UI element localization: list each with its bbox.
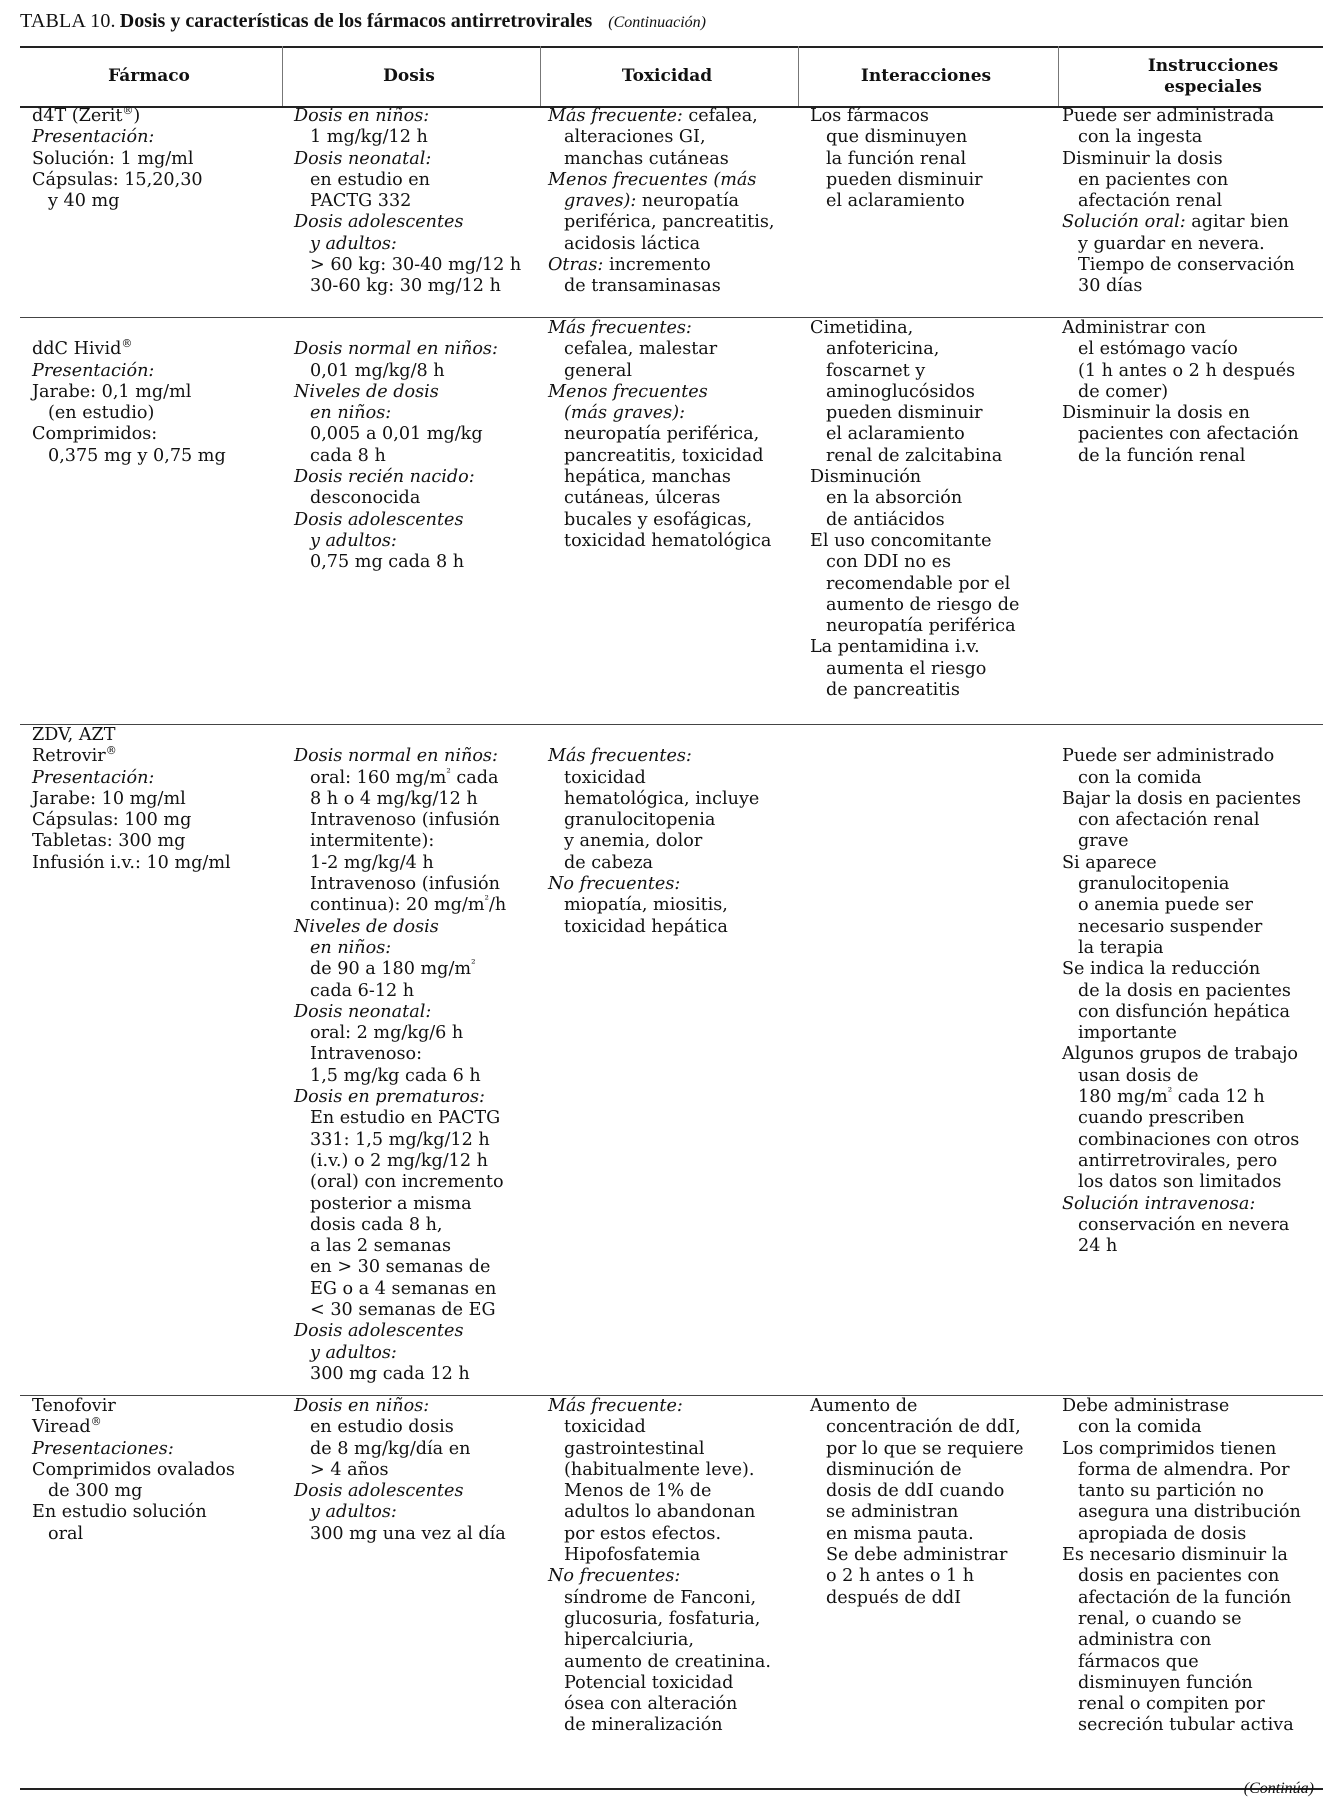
cell-line: el aclaramiento [826,191,965,212]
cell-line: ddC Hivid® [32,337,133,360]
cell-line: Disminuir la dosis en [1062,403,1250,424]
cell-line [548,725,759,746]
cell-line: foscarnet y [826,360,926,381]
cell-line: oral: 2 mg/kg/6 h [310,1023,464,1044]
cell-line: con la comida [1078,1417,1202,1438]
cell-line: Dosis neonatal: [294,148,432,169]
cell-toxicidad [548,106,774,298]
cell-line: Tenofovir [32,1396,116,1416]
cell-line: apropiada de dosis [1078,1523,1247,1544]
cell-line: Hipofosfatemia [564,1545,701,1566]
cell-instrucciones [1062,725,1301,1257]
cell-line: dosis de ddI cuando [826,1481,1005,1502]
cell-dosis [294,318,498,574]
cell-line: de pancreatitis [826,680,960,701]
italic-lead: Más frecuente: [548,106,683,126]
cell-line: de 8 mg/kg/día en [310,1438,471,1459]
cell-line: Tiempo de conservación [1078,255,1295,276]
cell-line: de antiácidos [826,509,945,530]
cell-toxicidad [548,725,759,938]
cell-line: acidosis láctica [564,233,701,254]
cell-line: Dosis normal en niños: [294,339,498,360]
cell-line: de mineralización [564,1715,723,1736]
cell-line: con disfunción hepática [1078,1001,1290,1022]
cell-line: cuando prescriben [1078,1108,1245,1129]
cell-line: de transaminasas [564,276,721,297]
cell-line: Presentación: [32,360,155,381]
cell-line: de cabeza [564,852,654,873]
cell-line: antirretrovirales, pero [1078,1150,1278,1171]
cell-line: Es necesario disminuir la [1062,1545,1288,1566]
cell-line: Solución: 1 mg/ml [32,148,194,169]
line-rest: neuropatía [636,191,739,212]
cell-line: anfotericina, [826,339,940,360]
cell-line [548,191,774,212]
cell-line: general [564,360,632,381]
cell-line: disminuyen función [1078,1672,1253,1693]
cell-line: en pacientes con [1078,169,1229,190]
cell-line: oral [48,1523,84,1544]
cell-farmaco [32,1396,235,1545]
cell-line: (i.v.) o 2 mg/kg/12 h [310,1150,488,1171]
cell-line: cutáneas, úlceras [564,488,721,509]
cell-line [1062,212,1295,233]
cell-line: Dosis adolescentes [294,212,464,233]
cell-line [294,318,498,339]
cell-line: 1 mg/kg/12 h [310,127,428,148]
cell-line: Menos de 1% de [564,1481,712,1502]
cell-line: necesario suspender [1078,916,1263,937]
cell-line: posterior a misma [310,1193,472,1214]
cell-farmaco [32,106,203,212]
cell-line: Dosis normal en niños: [294,746,498,767]
table-number: TABLA 10. [20,10,116,32]
cell-line: (en estudio) [48,403,155,424]
cell-line: manchas cutáneas [564,148,729,169]
cell-line: en niños: [310,937,392,958]
cell-line: y adultos: [310,530,397,551]
cell-farmaco [32,318,226,467]
table-title [20,10,706,33]
cell-line: Intravenoso (infusión [310,874,500,895]
cell-line: cada 8 h [310,445,386,466]
cell-line: hematológica, incluye [564,788,760,809]
cell-line: pancreatitis, toxicidad [564,445,764,466]
cell-line: Intravenoso (infusión [310,810,500,831]
cell-line: o anemia puede ser [1078,895,1253,916]
cell-line: Cápsulas: 100 mg [32,810,192,831]
cell-instrucciones [1062,106,1295,298]
cell-line: 8 h o 4 mg/kg/12 h [310,788,478,809]
cell-line: Puede ser administrada [1062,106,1275,126]
cell-line: (más graves): [564,403,685,424]
cell-line [294,725,506,746]
cell-line: de 90 a 180 $mg/m^{^2}$ [310,957,476,980]
cell-line: gastrointestinal [564,1438,705,1459]
cell-line: en > 30 semanas de [310,1257,491,1278]
cell-line: Niveles de dosis [294,381,439,402]
cell-dosis [294,1396,506,1545]
cell-line: En estudio en PACTG [310,1108,501,1129]
cell-line: Presentación: [32,127,155,148]
cell-line: Más frecuentes: [548,746,692,767]
cell-line: EG o a 4 semanas en [310,1278,497,1299]
cell-line: > 4 años [310,1459,389,1480]
cell-line: miopatía, miositis, [564,895,728,916]
cell-line: y adultos: [310,1502,397,1523]
cell-line: 0,005 a 0,01 mg/kg [310,424,483,445]
cell-line: cefalea, malestar [564,339,718,360]
cell-line: PACTG 332 [310,191,412,212]
cell-instrucciones [1062,1396,1301,1737]
cell-farmaco [32,725,231,874]
cell-line: aumenta el riesgo [826,658,987,679]
cell-line: síndrome de Fanconi, [564,1587,757,1608]
cell-line [548,106,774,127]
header-divider [1058,46,1059,106]
cell-line: recomendable por el [826,573,1011,594]
cell-line: ósea con alteración [564,1694,738,1715]
cell-line: Cimetidina, [810,318,914,338]
cell-line: a las 2 semanas [310,1236,452,1257]
cell-line: renal o compiten por [1078,1694,1265,1715]
cell-line: pueden disminuir [826,169,983,190]
cell-line: 331: 1,5 mg/kg/12 h [310,1129,490,1150]
cell-line: Se indica la reducción [1062,959,1261,980]
cell-interacciones [810,1396,1024,1609]
cell-line: forma de almendra. Por [1078,1459,1290,1480]
cell-line: en la absorción [826,488,963,509]
cell-line: Viread® [32,1415,102,1438]
cell-line: afectación de la función [1078,1587,1292,1608]
cell-line: Jarabe: 0,1 mg/ml [32,381,192,402]
cell-line: usan dosis de [1078,1065,1199,1086]
cell-line: conservación en nevera [1078,1214,1290,1235]
cell-line: fármacos que [1078,1651,1199,1672]
cell-line: y adultos: [310,233,397,254]
cell-line: intermitente): [310,831,435,852]
cell-line: por estos efectos. [564,1523,722,1544]
cell-line: de la función renal [1078,445,1246,466]
cell-line: ZDV, AZT [32,725,116,745]
cell-line: 30-60 kg: 30 mg/12 h [310,276,501,297]
cell-line: Tabletas: 300 mg [32,831,186,852]
cell-line: Menos frecuentes [548,381,708,402]
cell-line: toxicidad [564,767,646,788]
cell-line: los datos son limitados [1078,1172,1282,1193]
cell-line: el estómago vacío [1078,339,1238,360]
cell-line: (oral) con incremento [310,1172,504,1193]
cell-line: Menos frecuentes (más [548,169,757,190]
cell-line: aumento de creatinina. [564,1651,772,1672]
cell-line: granulocitopenia [564,810,716,831]
cell-dosis [294,106,521,298]
italic-lead: Solución oral: [1062,212,1186,233]
cell-line: periférica, pancreatitis, [564,212,775,233]
cell-line: (habitualmente leve). [564,1459,755,1480]
cell-line: Solución intravenosa: [1062,1193,1256,1214]
line-rest: incremento [603,255,711,276]
cell-line: secreción tubular activa [1078,1715,1294,1736]
cell-line: en niños: [310,403,392,424]
cell-line: pueden disminuir [826,403,983,424]
cell-line: o 2 h antes o 1 h [826,1566,975,1587]
cell-dosis [294,725,506,1385]
cell-line: Puede ser administrado [1062,746,1275,767]
cell-line: Dosis en niños: [294,106,430,126]
cell-line: de la dosis en pacientes [1078,980,1291,1001]
cell-line: grave [1078,831,1129,852]
cell-line [32,318,226,339]
cell-line: granulocitopenia [1078,874,1230,895]
cell-line: de 300 mg [48,1481,143,1502]
cell-line: hipercalciuria, [564,1630,694,1651]
cell-line: en misma pauta. [826,1523,974,1544]
line-rest: cefalea, [682,106,758,126]
cell-line: con afectación renal [1078,810,1260,831]
cell-line: oral: 160 $mg/m^{^2}$ cada [310,765,499,788]
column-header-farmaco: Fármaco [108,66,190,86]
cell-line: Cápsulas: 15,20,30 [32,169,203,190]
cell-line: de comer) [1078,381,1169,402]
cell-line: concentración de ddI, [826,1417,1021,1438]
cell-line: dosis en pacientes con [1078,1566,1280,1587]
column-header-toxicidad: Toxicidad [621,66,713,86]
cell-line: 1,5 mg/kg cada 6 h [310,1065,481,1086]
cell-interacciones [810,106,983,212]
cell-line: d4T (Zerit®) [32,104,141,126]
cell-line: Dosis adolescentes [294,509,464,530]
cell-line: y 40 mg [48,191,120,212]
cell-line: Algunos grupos de trabajo [1062,1044,1298,1065]
cell-line: La pentamidina i.v. [810,637,980,658]
cell-line: administra con [1078,1630,1212,1651]
cell-line: > 60 kg: 30-40 mg/12 h [310,255,522,276]
cell-line: 30 días [1078,276,1143,297]
column-header-instrucciones: Instrucciones especiales [1147,56,1279,97]
cell-line: desconocida [310,488,421,509]
cell-line: neuropatía periférica, [564,424,760,445]
cell-line: 300 mg una vez al día [310,1523,506,1544]
cell-line: Más frecuente: [548,1396,683,1416]
cell-line: toxicidad hepática [564,916,728,937]
cell-line: aminoglucósidos [826,381,975,402]
cell-line: Retrovir® [32,744,117,767]
cell-line: Administrar con [1062,318,1207,338]
cell-line: (1 h antes o 2 h después [1078,360,1296,381]
cell-line: el aclaramiento [826,424,965,445]
cell-line [1062,725,1301,746]
cell-line: Infusión i.v.: 10 mg/ml [32,852,231,873]
cell-line: Si aparece [1062,852,1157,873]
cell-line: 0,75 mg cada 8 h [310,552,465,573]
cell-line: 24 h [1078,1236,1118,1257]
cell-line: Dosis neonatal: [294,1001,432,1022]
italic-lead: Otras: [548,255,604,276]
cell-line: continua): 20 $mg/m^{^2}/h$ [310,893,507,916]
cell-line: se administran [826,1502,959,1523]
cell-interacciones [810,318,1019,701]
cell-line: pacientes con afectación [1078,424,1299,445]
cell-line: adultos lo abandonan [564,1502,756,1523]
cell-line: asegura una distribución [1078,1502,1301,1523]
cell-line: toxicidad hematológica [564,530,772,551]
cell-line: Dosis adolescentes [294,1321,464,1342]
cell-line: tanto su partición no [1078,1481,1264,1502]
cell-line: con la comida [1078,767,1202,788]
cell-line: con la ingesta [1078,127,1203,148]
cell-line: que disminuyen [826,127,968,148]
line-rest: agitar bien [1185,212,1289,233]
cell-line: Aumento de [810,1396,918,1416]
cell-line: No frecuentes: [548,1566,681,1587]
italic-lead: graves): [564,191,637,212]
cell-line: renal de zalcitabina [826,445,1003,466]
cell-instrucciones [1062,318,1299,467]
cell-line: Presentación: [32,767,155,788]
cell-line: Bajar la dosis en pacientes [1062,788,1302,809]
cell-line: toxicidad [564,1417,646,1438]
cell-line: 0,375 mg y 0,75 mg [48,445,226,466]
cell-line: cada 6-12 h [310,980,415,1001]
cell-line: disminución de [826,1459,962,1480]
cell-line: Jarabe: 10 mg/ml [32,788,186,809]
cell-line: Comprimidos ovalados [32,1459,235,1480]
cell-line: Potencial toxicidad [564,1672,734,1693]
cell-line: y anemia, dolor [564,831,703,852]
bottom-rule [20,1788,1323,1790]
cell-line: Niveles de dosis [294,916,439,937]
cell-line: combinaciones con otros [1078,1129,1300,1150]
cell-line: en estudio dosis [310,1417,454,1438]
cell-line: afectación renal [1078,191,1223,212]
cell-line: Se debe administrar [826,1545,1008,1566]
cell-line: El uso concomitante [810,530,992,551]
cell-line: por lo que se requiere [826,1438,1024,1459]
cell-line: Los fármacos [810,106,929,126]
cell-line: hepática, manchas [564,467,731,488]
cell-line: la función renal [826,148,967,169]
cell-line: Intravenoso: [310,1044,423,1065]
table-heading: Dosis y características de los fármacos antirretrovirales [119,10,593,32]
cell-line: Debe administrase [1062,1396,1230,1416]
cell-line: aumento de riesgo de [826,594,1020,615]
cell-line: < 30 semanas de EG [310,1300,496,1321]
cell-line: Dosis adolescentes [294,1481,464,1502]
cell-line: y adultos: [310,1342,397,1363]
continuation-note: (Continuación) [608,14,706,31]
top-rule [20,46,1323,48]
cell-line: Dosis en prematuros: [294,1087,485,1108]
cell-line: 1-2 mg/kg/4 h [310,852,434,873]
cell-line: 0,01 mg/kg/8 h [310,360,445,381]
cell-line: Presentaciones: [32,1438,174,1459]
cell-line: bucales y esofágicas, [564,509,753,530]
cell-line: renal, o cuando se [1078,1608,1242,1629]
cell-line: y guardar en nevera. [1078,233,1265,254]
cell-line: Dosis recién nacido: [294,467,475,488]
column-header-dosis: Dosis [383,66,435,86]
cell-line: Disminución [810,467,922,488]
cell-line: Comprimidos: [32,424,158,445]
cell-line: la terapia [1078,937,1164,958]
continues-note: (Continúa) [1243,1780,1314,1797]
cell-line: alteraciones GI, [564,127,706,148]
cell-toxicidad [548,1396,771,1737]
cell-line: Disminuir la dosis [1062,148,1223,169]
cell-line: 300 mg cada 12 h [310,1363,470,1384]
cell-line: Dosis en niños: [294,1396,430,1416]
cell-toxicidad [548,318,771,552]
cell-line: En estudio solución [32,1502,207,1523]
cell-line [548,255,774,276]
cell-line: después de ddI [826,1587,962,1608]
cell-line: importante [1078,1023,1177,1044]
cell-line: Más frecuentes: [548,318,692,338]
cell-line: dosis cada 8 h, [310,1214,443,1235]
cell-line: Los comprimidos tienen [1062,1438,1277,1459]
column-header-interacciones: Interacciones [860,66,992,86]
cell-line: neuropatía periférica [826,616,1016,637]
cell-line: No frecuentes: [548,874,681,895]
cell-line: glucosuria, fosfaturia, [564,1608,761,1629]
cell-line: con DDI no es [826,552,952,573]
cell-line: en estudio en [310,169,430,190]
cell-line: 180 $mg/m^{^2}$ cada 12 h [1078,1085,1265,1108]
